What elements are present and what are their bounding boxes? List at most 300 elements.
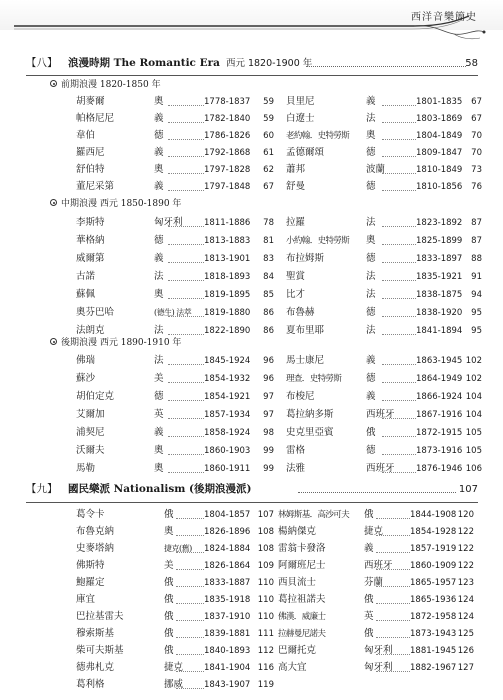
dot-leader <box>382 316 416 317</box>
composer-name: 華格納 <box>76 235 105 246</box>
composer-name: 蘇沙 <box>76 373 96 384</box>
dot-leader <box>168 382 204 383</box>
page-number: 91 <box>471 272 482 282</box>
composer-country: 俄 <box>164 611 174 622</box>
composer-years: 1864-1949 <box>416 374 463 384</box>
composer-country: 法 <box>366 271 376 282</box>
composer-name: 理查．史特勞斯 <box>286 374 342 384</box>
composer-country: 俄 <box>164 594 174 605</box>
page-number: 120 <box>457 510 474 520</box>
composer-years: 1778-1837 <box>204 97 251 107</box>
toc-entry[interactable] <box>76 250 274 268</box>
page-number: 122 <box>457 561 474 571</box>
composer-country: 德 <box>154 391 164 402</box>
composer-name: 阿爾班尼士 <box>278 560 326 571</box>
toc-entry[interactable] <box>278 506 474 524</box>
composer-name: 史麥塔納 <box>76 543 115 554</box>
composer-country: 俄 <box>164 645 174 656</box>
composer-years: 1843-1907 <box>204 680 251 690</box>
composer-country: 俄 <box>164 509 174 520</box>
composer-name: 奧芬巴哈 <box>76 307 115 318</box>
toc-entry[interactable] <box>278 608 474 626</box>
toc-entry[interactable] <box>278 523 474 541</box>
page-number: 88 <box>471 254 482 264</box>
toc-entry[interactable] <box>76 406 274 424</box>
composer-country: 奧 <box>154 96 164 107</box>
composer-name: 葛拉納多斯 <box>286 409 334 420</box>
dot-leader <box>376 518 410 519</box>
composer-name: 高大宜 <box>278 662 307 673</box>
page-number: 60 <box>263 131 274 141</box>
toc-entry[interactable] <box>286 406 482 424</box>
composer-name: 佛漢．威廉士 <box>278 612 326 622</box>
toc-entry[interactable] <box>76 370 274 388</box>
composer-name: 葛利格 <box>76 679 105 690</box>
page-number: 87 <box>471 218 482 228</box>
dot-leader <box>176 654 204 655</box>
composer-years: 1882-1967 <box>410 663 457 673</box>
composer-name: 沃爾夫 <box>76 445 105 456</box>
dot-leader <box>382 364 416 365</box>
toc-entry[interactable] <box>76 540 274 558</box>
composer-country: 匈牙利 <box>364 645 393 656</box>
dot-leader <box>176 637 204 638</box>
page-number: 104 <box>465 392 482 402</box>
dot-leader <box>376 654 410 655</box>
composer-country: 奧 <box>154 445 164 456</box>
composer-country: 德 <box>366 445 376 456</box>
composer-years: 1797-1848 <box>204 182 251 192</box>
composer-country: 法 <box>154 325 164 336</box>
toc-entry[interactable] <box>76 608 274 626</box>
toc-entry[interactable] <box>286 424 482 442</box>
toc-entry[interactable] <box>76 110 274 128</box>
toc-entry[interactable] <box>278 625 474 643</box>
toc-entry[interactable] <box>286 178 482 196</box>
dot-leader <box>176 688 204 689</box>
dot-leader <box>168 454 204 455</box>
composer-country: 波蘭 <box>366 164 386 175</box>
composer-country: 西班牙 <box>366 409 395 420</box>
composer-years: 1839-1881 <box>204 629 251 639</box>
composer-years: 1824-1884 <box>204 544 251 554</box>
toc-entry[interactable] <box>76 557 274 575</box>
subsection-heading <box>50 197 181 212</box>
toc-entry[interactable] <box>76 424 274 442</box>
composer-years: 1857-1934 <box>204 410 251 420</box>
bullet-circle-icon <box>50 338 57 345</box>
page-number: 110 <box>257 612 274 622</box>
composer-years: 1782-1840 <box>204 114 251 124</box>
page-number: 96 <box>263 374 274 384</box>
section-heading[interactable] <box>26 55 478 72</box>
toc-entry[interactable] <box>286 93 482 111</box>
composer-country: 匈牙利 <box>154 217 183 228</box>
composer-years: 1819-1895 <box>204 290 251 300</box>
page-number: 124 <box>457 595 474 605</box>
page-number: 76 <box>471 182 482 192</box>
dot-leader <box>382 156 416 157</box>
composer-years: 1804-1857 <box>204 510 251 520</box>
composer-years: 1844-1908 <box>410 510 457 520</box>
composer-country: 義 <box>154 427 164 438</box>
page-number: 95 <box>471 326 482 336</box>
composer-years: 1811-1886 <box>204 218 251 228</box>
page-number: 110 <box>257 595 274 605</box>
toc-entry[interactable] <box>76 591 274 609</box>
composer-name: 胡麥爾 <box>76 96 105 107</box>
composer-country: 俄 <box>364 628 374 639</box>
subsection-heading <box>50 78 161 93</box>
page-number: 108 <box>257 544 274 554</box>
composer-country: 奧 <box>154 463 164 474</box>
composer-years: 1823-1892 <box>416 218 463 228</box>
composer-years: 1841-1904 <box>204 663 251 673</box>
composer-years: 1818-1893 <box>204 272 251 282</box>
composer-years: 1863-1945 <box>416 356 463 366</box>
composer-name: 佛瑞 <box>76 355 96 366</box>
dot-leader <box>298 492 456 493</box>
dot-leader <box>306 66 466 67</box>
dot-leader <box>382 105 416 106</box>
toc-entry[interactable] <box>286 352 482 370</box>
composer-name: 柴可夫斯基 <box>76 645 124 656</box>
toc-entry[interactable] <box>286 286 482 304</box>
composer-country: 義 <box>366 96 376 107</box>
toc-entry[interactable] <box>278 574 474 592</box>
toc-entry[interactable] <box>286 250 482 268</box>
composer-years: 1858-1924 <box>204 428 251 438</box>
page-number: 102 <box>465 356 482 366</box>
composer-country: 俄 <box>164 628 174 639</box>
toc-entry[interactable] <box>76 161 274 179</box>
composer-country: 義 <box>366 355 376 366</box>
page-number: 59 <box>263 97 274 107</box>
toc-entry[interactable] <box>76 352 274 370</box>
toc-entry[interactable] <box>278 591 474 609</box>
toc-entry[interactable] <box>286 370 482 388</box>
dot-leader <box>382 400 416 401</box>
composer-name: 巴拉基雷夫 <box>76 611 124 622</box>
composer-name: 韋伯 <box>76 130 96 141</box>
toc-entry[interactable] <box>76 388 274 406</box>
dot-leader <box>168 262 204 263</box>
composer-years: 1872-1958 <box>410 612 457 622</box>
composer-name: 林姆斯基．高沙可夫 <box>278 510 350 520</box>
toc-entry[interactable] <box>76 93 274 111</box>
page-number: 111 <box>257 629 274 639</box>
composer-years: 1841-1894 <box>416 326 463 336</box>
toc-entry[interactable] <box>286 388 482 406</box>
section-page-number: 107 <box>458 484 478 495</box>
page-number: 86 <box>263 308 274 318</box>
toc-entry[interactable] <box>286 161 482 179</box>
page-number: 67 <box>471 97 482 107</box>
composer-years: 1854-1928 <box>410 527 457 537</box>
toc-entry[interactable] <box>286 127 482 145</box>
composer-country: 德 <box>366 147 376 158</box>
composer-years: 1854-1921 <box>204 392 251 402</box>
page-number: 105 <box>465 428 482 438</box>
composer-country: 美 <box>164 560 174 571</box>
dot-leader <box>376 569 410 570</box>
dot-leader <box>176 535 204 536</box>
toc-entry[interactable] <box>76 574 274 592</box>
section-page-number: 58 <box>465 58 478 69</box>
composer-name: 蕭邦 <box>286 164 306 175</box>
composer-years: 1810-1856 <box>416 182 463 192</box>
composer-country: 義 <box>364 543 374 554</box>
composer-years: 1881-1945 <box>410 646 457 656</box>
composer-years: 1804-1849 <box>416 131 463 141</box>
toc-entry[interactable] <box>76 304 274 322</box>
page-number: 95 <box>471 308 482 318</box>
page-number: 122 <box>457 527 474 537</box>
composer-country: 奧 <box>154 289 164 300</box>
composer-years: 1835-1921 <box>416 272 463 282</box>
composer-country: (德生) 法萃 <box>154 308 192 317</box>
composer-name: 馬士康尼 <box>286 355 325 366</box>
composer-name: 德弗札克 <box>76 662 115 673</box>
section-number: 【九】 <box>26 483 58 495</box>
composer-country: 法 <box>154 271 164 282</box>
dot-leader <box>176 620 204 621</box>
composer-name: 孟德爾頌 <box>286 147 325 158</box>
composer-name: 鮑羅定 <box>76 577 105 588</box>
page-number: 110 <box>257 578 274 588</box>
dot-leader <box>176 586 204 587</box>
section-title <box>68 55 312 72</box>
toc-entry[interactable] <box>76 642 274 660</box>
composer-name: 庫宜 <box>76 594 96 605</box>
composer-years: 1833-1897 <box>416 254 463 264</box>
bullet-circle-icon <box>50 80 57 87</box>
composer-country: 德 <box>366 307 376 318</box>
page-number: 84 <box>263 272 274 282</box>
toc-entry[interactable] <box>286 322 482 340</box>
page-number: 61 <box>263 148 274 158</box>
composer-country: 德 <box>366 373 376 384</box>
dot-leader <box>168 364 204 365</box>
toc-entry[interactable] <box>278 540 474 558</box>
dot-leader <box>176 552 204 553</box>
composer-country: 匈牙利 <box>364 662 393 673</box>
toc-entry[interactable] <box>286 110 482 128</box>
composer-years: 1873-1916 <box>416 446 463 456</box>
page-number: 122 <box>457 544 474 554</box>
composer-years: 1826-1864 <box>204 561 251 571</box>
subsection-heading <box>50 336 181 351</box>
composer-name: 史克里亞賓 <box>286 427 334 438</box>
composer-name: 蘇佩 <box>76 289 96 300</box>
dot-leader <box>176 671 204 672</box>
composer-years: 1797-1828 <box>204 165 251 175</box>
page-number: 73 <box>471 165 482 175</box>
composer-country: 德 <box>366 253 376 264</box>
composer-years: 1857-1919 <box>410 544 457 554</box>
toc-entry[interactable] <box>286 268 482 286</box>
composer-country: 義 <box>154 181 164 192</box>
composer-name: 布魯赫 <box>286 307 315 318</box>
page-number: 106 <box>465 464 482 474</box>
composer-years: 1813-1883 <box>204 236 251 246</box>
composer-country: 義 <box>154 113 164 124</box>
page-number: 108 <box>257 527 274 537</box>
composer-name: 拉赫曼尼諾夫 <box>278 629 326 639</box>
dot-leader <box>376 586 410 587</box>
dot-leader <box>376 552 410 553</box>
toc-entry[interactable] <box>278 659 474 677</box>
page-number: 107 <box>257 510 274 520</box>
dot-leader <box>382 334 416 335</box>
page-number: 78 <box>263 218 274 228</box>
dot-leader <box>168 472 204 473</box>
dot-leader <box>382 244 416 245</box>
composer-country: 芬蘭 <box>364 577 384 588</box>
toc-entry[interactable] <box>76 144 274 162</box>
page-number: 97 <box>263 392 274 402</box>
composer-years: 1873-1943 <box>410 629 457 639</box>
composer-country: 德 <box>366 181 376 192</box>
composer-country: 法 <box>154 355 164 366</box>
composer-name: 比才 <box>286 289 306 300</box>
page-number: 99 <box>263 446 274 456</box>
composer-country: 西班牙 <box>366 463 395 474</box>
dot-leader <box>376 671 410 672</box>
toc-entry[interactable] <box>76 676 274 694</box>
composer-country: 英 <box>364 611 374 622</box>
toc-entry[interactable] <box>76 523 274 541</box>
dot-leader <box>168 105 204 106</box>
running-header-title: 西洋音樂簡史 <box>411 12 477 23</box>
composer-years: 1838-1875 <box>416 290 463 300</box>
composer-country: 法 <box>366 325 376 336</box>
page-number: 119 <box>257 680 274 690</box>
toc-entry[interactable] <box>278 557 474 575</box>
toc-entry[interactable] <box>278 642 474 660</box>
composer-name: 葛令卡 <box>76 509 105 520</box>
dot-leader <box>168 280 204 281</box>
dot-leader <box>168 156 204 157</box>
dot-leader <box>168 122 204 123</box>
page-number: 99 <box>263 464 274 474</box>
dot-leader <box>168 226 204 227</box>
composer-country: 奧 <box>154 164 164 175</box>
composer-years: 1826-1896 <box>204 527 251 537</box>
toc-entry[interactable] <box>76 268 274 286</box>
composer-country: 美 <box>154 373 164 384</box>
section-heading[interactable] <box>26 481 478 498</box>
page-number: 67 <box>471 114 482 124</box>
composer-name: 聖賞 <box>286 271 306 282</box>
toc-entry[interactable] <box>286 304 482 322</box>
dot-leader <box>168 190 204 191</box>
toc-entry[interactable] <box>286 442 482 460</box>
page-number: 124 <box>457 612 474 622</box>
page-number: 83 <box>263 254 274 264</box>
section-rule <box>26 502 478 503</box>
toc-entry[interactable] <box>286 144 482 162</box>
page-number: 125 <box>457 629 474 639</box>
toc-entry[interactable] <box>76 127 274 145</box>
toc-entry[interactable] <box>76 625 274 643</box>
toc-entry[interactable] <box>286 214 482 232</box>
page-number: 123 <box>457 578 474 588</box>
dot-leader <box>176 603 204 604</box>
page-number: 81 <box>263 236 274 246</box>
page-number: 127 <box>457 663 474 673</box>
composer-name: 帕格尼尼 <box>76 113 115 124</box>
toc-entry[interactable] <box>76 232 274 250</box>
toc-entry[interactable] <box>76 506 274 524</box>
dot-leader <box>168 244 204 245</box>
composer-country: 德 <box>154 130 164 141</box>
composer-country: 法 <box>366 113 376 124</box>
page-number: 67 <box>263 182 274 192</box>
composer-name: 布拉姆斯 <box>286 253 325 264</box>
dot-leader <box>376 620 410 621</box>
composer-years: 1867-1916 <box>416 410 463 420</box>
toc-entry[interactable] <box>286 232 482 250</box>
composer-country: 俄 <box>364 509 374 520</box>
composer-name: 西貝流士 <box>278 577 317 588</box>
composer-name: 威爾第 <box>76 253 105 264</box>
composer-years: 1786-1826 <box>204 131 251 141</box>
composer-name: 李斯特 <box>76 217 105 228</box>
composer-years: 1865-1957 <box>410 578 457 588</box>
composer-country: 捷克(舊) <box>164 544 192 553</box>
dot-leader <box>168 173 204 174</box>
composer-years: 1810-1849 <box>416 165 463 175</box>
composer-name: 佛斯特 <box>76 560 105 571</box>
dot-leader <box>168 436 204 437</box>
dot-leader <box>382 382 416 383</box>
dot-leader <box>168 316 204 317</box>
composer-country: 奧 <box>366 130 376 141</box>
dot-leader <box>376 535 410 536</box>
composer-country: 法 <box>366 217 376 228</box>
composer-country: 英 <box>154 409 164 420</box>
toc-entry[interactable] <box>76 659 274 677</box>
composer-country: 俄 <box>366 427 376 438</box>
composer-years: 1854-1932 <box>204 374 251 384</box>
toc-entry[interactable] <box>76 460 274 478</box>
composer-years: 1837-1910 <box>204 612 251 622</box>
toc-entry[interactable] <box>76 286 274 304</box>
dot-leader <box>382 190 416 191</box>
dot-leader <box>168 139 204 140</box>
dot-leader <box>382 122 416 123</box>
subsection-label: 前期浪漫 1820-1850 年 <box>61 80 161 90</box>
composer-years: 1819-1880 <box>204 308 251 318</box>
dot-leader <box>382 418 416 419</box>
page-number: 94 <box>471 290 482 300</box>
composer-country: 義 <box>366 391 376 402</box>
dot-leader <box>382 139 416 140</box>
composer-country: 奧 <box>366 235 376 246</box>
composer-country: 俄 <box>164 577 174 588</box>
dot-leader <box>168 298 204 299</box>
toc-entry[interactable] <box>76 178 274 196</box>
dot-leader <box>382 173 416 174</box>
composer-name: 白遼士 <box>286 113 315 124</box>
composer-name: 艾爾加 <box>76 409 105 420</box>
toc-entry[interactable] <box>76 214 274 232</box>
dot-leader <box>382 472 416 473</box>
toc-entry[interactable] <box>286 460 482 478</box>
toc-entry[interactable] <box>76 442 274 460</box>
page-number: 97 <box>263 410 274 420</box>
